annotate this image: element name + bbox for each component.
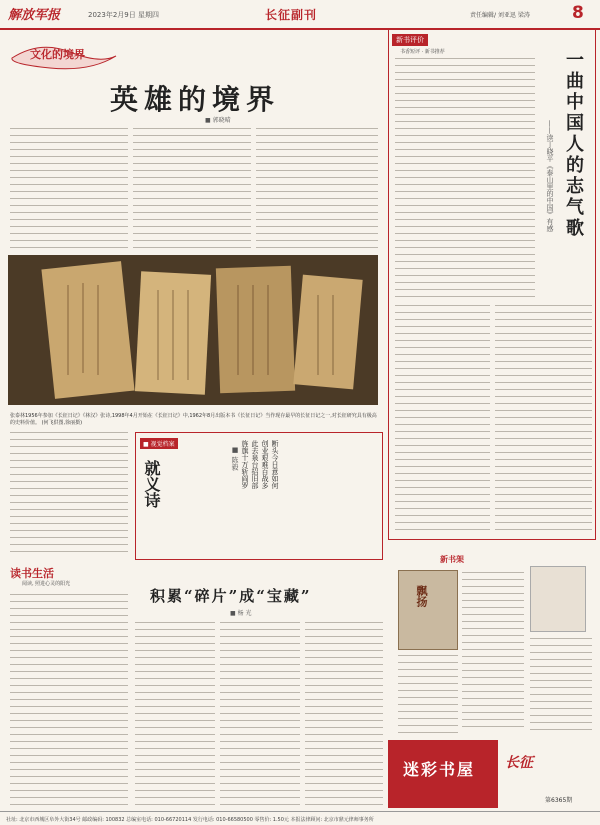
review-text-col-1 xyxy=(395,58,535,298)
poem-line: 创业艰难百战多 xyxy=(261,440,269,489)
section-title: 长征副刊 xyxy=(265,8,318,22)
footer: 社址: 北京市西城区阜外大街34号 邮政编码: 100832 总编室电话: 010-66720114 发行电话: 010-66580500 零售价: 1.50元 本报法律顾问: 北京市鼎元律师事务所 xyxy=(0,811,600,825)
reading-text-col-1 xyxy=(10,594,128,806)
ad-brand: 长征 xyxy=(505,755,533,771)
poem-credit: ■ 陈毅 xyxy=(231,446,239,471)
review-title: 一曲中国人的志气歌 xyxy=(563,50,584,239)
article-text-col-2 xyxy=(133,128,251,253)
reading-head: 读书生活 xyxy=(10,567,54,580)
masthead-logo: 解放军报 xyxy=(8,8,61,23)
masthead-date: 2023年2月9日 星期四 xyxy=(88,11,159,19)
review-subtitle: ——读丁晓平《泰山里的中国》有感 xyxy=(546,120,554,232)
poem-tag: ■ 视觉档案 xyxy=(140,438,178,449)
poem-line: 旌旗十万斩阎罗 xyxy=(241,440,249,489)
poem-line: 断头今日意如何 xyxy=(271,440,279,489)
review-text-col-2 xyxy=(395,305,490,535)
book-cover-title: 飘扬 xyxy=(415,585,428,607)
reading-title: 积累“碎片”成“宝藏” xyxy=(150,587,312,605)
reading-text-col-4 xyxy=(305,622,383,806)
historic-document-photo xyxy=(8,255,378,405)
review-subhead: 书香短评 · 新书推荐 xyxy=(400,49,445,55)
edition-number: 第6365期 xyxy=(545,797,573,804)
book-intro-text-2 xyxy=(530,638,592,733)
photo-credit: (何飞供图,徐丽摄) xyxy=(41,420,83,426)
poem-lines xyxy=(230,440,280,550)
review-tag: 新书评价 xyxy=(392,34,428,46)
photo-caption: 张泰林1956年参加《长征日记》《林汉》张诗,1998年4月开始在《长征日记》中,1962年8月出版本书《长征日记》当作现存最早的长征日记之一,对长征研究具有极高的史料价值。 (何飞供图,徐丽摄) xyxy=(10,413,377,426)
review-text-col-3 xyxy=(495,305,592,535)
poem-title: 就义诗 xyxy=(142,460,161,508)
book-cover-2 xyxy=(530,566,586,632)
newbook-tag: 新书架 xyxy=(440,555,464,564)
reading-subhead: 阅读, 照进心灵的阳光 xyxy=(22,581,71,587)
ad-text: 迷彩书屋 xyxy=(403,760,476,779)
article-title: 英雄的境界 xyxy=(110,83,281,116)
editor-credit: 责任编辑/ 刘亚迅 梁涛 xyxy=(470,12,530,19)
book-cover xyxy=(398,570,458,650)
article-text-col-1 xyxy=(10,128,128,253)
reading-byline: ■ 杨 光 xyxy=(230,610,252,617)
poem-line: 此去泉台招旧部 xyxy=(251,440,259,489)
article-byline: ■ 郭晓晴 xyxy=(205,117,231,124)
article-text-col-4 xyxy=(10,432,128,554)
reading-text-col-3 xyxy=(220,622,300,806)
book-intro-text-3 xyxy=(398,655,458,733)
banner-label: 文化的境界 xyxy=(30,48,85,61)
book-intro-text-1 xyxy=(462,572,524,732)
page-number: 8 xyxy=(572,3,584,23)
reading-text-col-2 xyxy=(135,622,215,806)
article-text-col-3 xyxy=(256,128,378,253)
